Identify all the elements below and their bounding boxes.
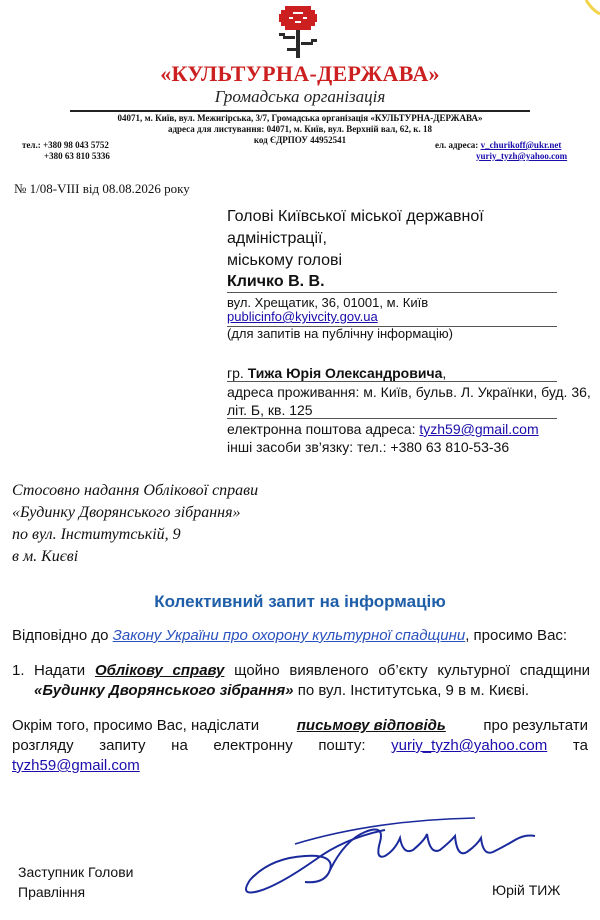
item-1-building-name: «Будинку Дворянського зібрання» [34, 682, 294, 699]
phone-1: тел.: +380 98 043 5752 [22, 140, 109, 150]
recipient-email-line [227, 308, 378, 326]
sender-email-label: електронна поштова адреса: [227, 421, 416, 437]
signer-name: Юрій ТИЖ [492, 882, 561, 898]
para-word-1: розгляду [12, 737, 74, 754]
sender-prefix: гр. [227, 365, 244, 381]
sender-email-line [227, 420, 539, 438]
para-line-3 [12, 756, 140, 776]
org-address: 04071, м. Київ, вул. Межигірська, 3/7, Громадська організація «КУЛЬТУРНА-ДЕРЖАВА» [117, 113, 483, 123]
recipient-note: (для запитів на публічну інформацію) [227, 326, 453, 341]
recipient-address: вул. Хрещатик, 36, 01001, м. Київ [227, 295, 429, 310]
sender-divider [227, 381, 557, 382]
item-1-account-file: Облікову справу [94, 662, 225, 679]
signature-position [18, 862, 133, 902]
signer-position-1: Заступник Голови [18, 864, 134, 880]
sender-name-line: гр. Тижа Юрія Олександровича, [227, 365, 447, 381]
item-1-part-3: щойно виявленого об’єкту культурної спадщини [234, 662, 590, 679]
edrpou-code: код ЄДРПОУ 44952541 [253, 135, 347, 145]
recipient-divider [227, 292, 557, 293]
recipient-line-2: адміністрації, [227, 230, 327, 247]
header-divider [70, 110, 530, 112]
document-title: Колективний запит на інформацію [154, 592, 446, 611]
phone-2: +380 63 810 5336 [44, 151, 110, 161]
mail-address: адреса для листування: 04071, м. Київ, вул. Верхній вал, 62, к. 18 [168, 124, 432, 134]
email-link-1[interactable]: v_churikoff@ukr.net [480, 140, 562, 150]
signer-position-2: Правління [18, 884, 86, 900]
subject [12, 480, 258, 568]
recipient-email-link[interactable]: publicinfo@kyivcity.gov.ua [227, 309, 378, 324]
item-1 [34, 661, 590, 701]
sender-other-contacts: інші засоби зв’язку: тел.: +380 63 810-53-36 [227, 439, 510, 455]
item-1-part-1: Надати [34, 662, 86, 679]
item-1-part-5: по вул. Інститутська, 9 в м. Києві. [297, 682, 530, 699]
para-word-4: електронну [213, 737, 293, 754]
subject-line-3: по вул. Інститутській, 9 [12, 526, 181, 543]
para-written-reply: письмову відповідь [296, 717, 446, 734]
intro-after: , просимо Вас: [465, 627, 568, 644]
sender-address-1: адреса проживання: м. Київ, бульв. Л. Українки, буд. 36, [227, 384, 591, 400]
recipient-line-1: Голові Київської міської державної [227, 208, 484, 225]
para-part-3: про результати [483, 717, 588, 734]
para-email-link-1[interactable]: yuriy_tyzh@yahoo.com [391, 737, 548, 754]
corner-mark [576, 0, 600, 24]
para-word-2: запиту [99, 737, 146, 754]
email-label: ел. адреса: [435, 140, 479, 150]
intro-paragraph [12, 626, 567, 646]
red-rose-icon [263, 2, 333, 62]
para-word-5: пошту: [318, 737, 366, 754]
org-name: «КУЛЬТУРНА-ДЕРЖАВА» [160, 61, 440, 86]
sender-name: Тижа Юрія Олександровича [247, 365, 443, 381]
email-link-2[interactable]: yuriy_tyzh@yahoo.com [476, 151, 568, 161]
org-type: Громадська організація [214, 87, 386, 106]
para-part-1: Окрім того, просимо Вас, надіслати [12, 717, 260, 734]
item-number: 1. [12, 662, 25, 679]
subject-line-2: «Будинку Дворянського зібрання» [12, 504, 241, 521]
para-word-6: та [572, 737, 588, 754]
document-number: № 1/08-VIII від 08.08.2026 року [14, 181, 190, 196]
intro-before: Відповідно до [12, 627, 109, 644]
sender-address-divider [227, 418, 557, 419]
recipient-line-3: міському голові [227, 252, 343, 269]
para-line-2 [12, 736, 588, 756]
header-email-2 [476, 151, 567, 161]
para-line-1 [12, 716, 588, 736]
recipient-name: Кличко В. В. [227, 273, 325, 290]
para-email-link-2[interactable]: tyzh59@gmail.com [12, 757, 140, 774]
subject-line-1: Стосовно надання Облікової справи [12, 482, 259, 499]
sender-address-2: літ. Б, кв. 125 [227, 402, 313, 418]
para-word-3: на [171, 737, 188, 754]
header-email [435, 140, 561, 150]
sender-email-link[interactable]: tyzh59@gmail.com [419, 421, 539, 437]
subject-line-4: в м. Києві [12, 548, 79, 565]
law-link[interactable]: Закону України про охорону культурної спадщини [112, 627, 466, 644]
